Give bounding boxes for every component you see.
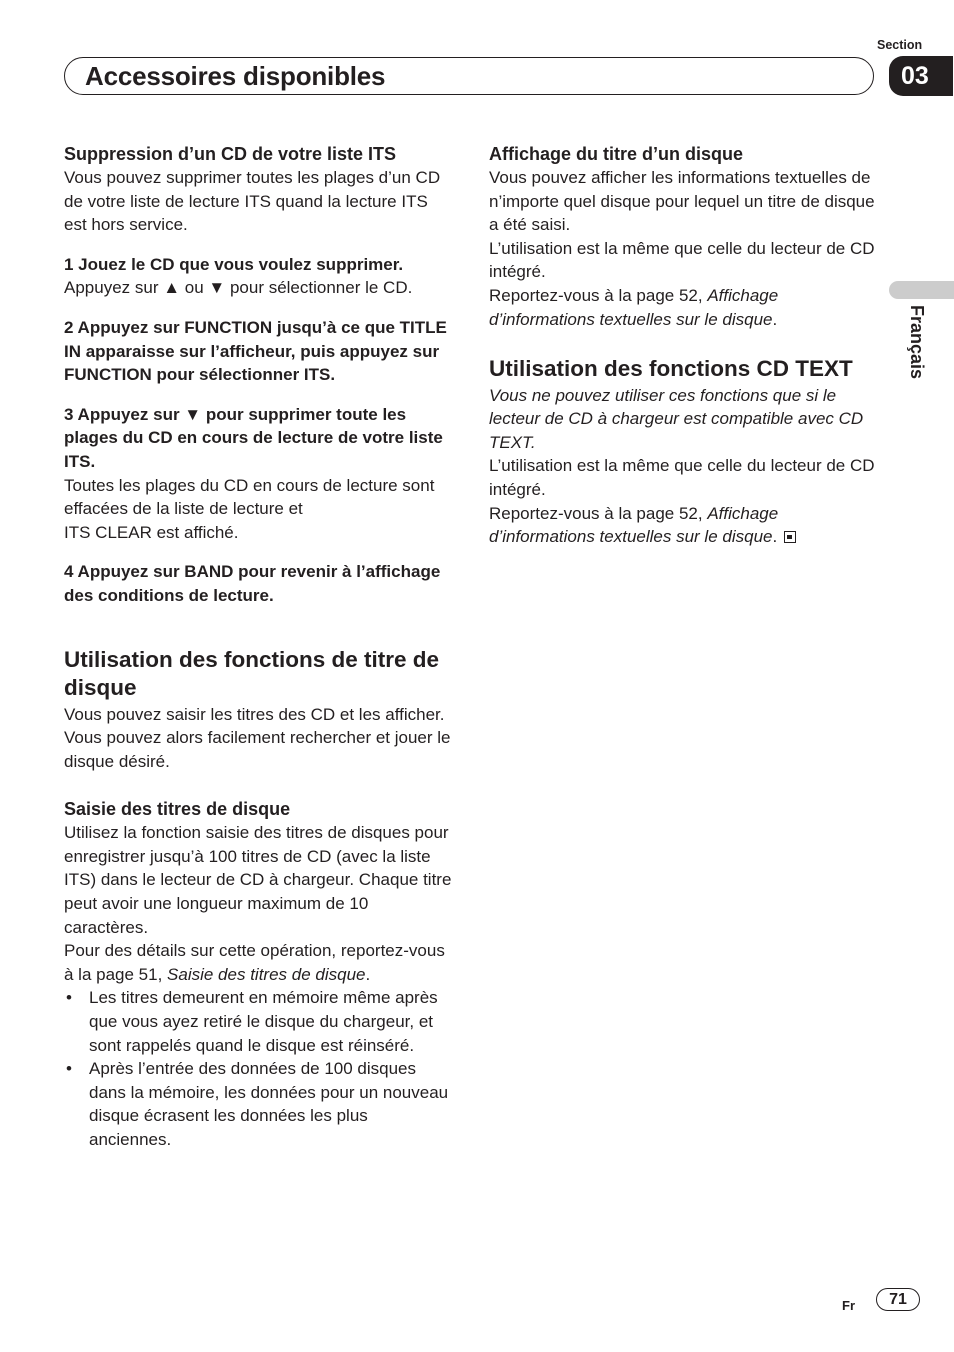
page-number: 71 (876, 1288, 920, 1311)
page-title: Accessoires disponibles (85, 61, 386, 91)
left-column (64, 142, 454, 1152)
step-2-title: 2 Appuyez sur FUNCTION jusqu’à ce que TITLE IN apparaisse sur l’afficheur, puis appuyez sur FUNCTION pour sélectionner ITS. (64, 317, 447, 385)
section-number-badge: 03 (889, 56, 953, 96)
paragraph-display-3 (489, 284, 879, 331)
language-tab-label: Français (907, 305, 927, 380)
entry-ref-text: Pour des détails sur cette opération, reportez-vous à la page 51, (64, 941, 445, 984)
heading-remove-cd: Suppression d’un CD de votre liste ITS (64, 144, 397, 164)
step-3-body-end: est affiché. (151, 522, 239, 542)
heading-display-title: Affichage du titre d’un disque (489, 144, 744, 164)
entry-ref-end: . (365, 964, 371, 984)
paragraph-cd-text-3 (489, 502, 879, 549)
end-of-section-icon (784, 531, 796, 543)
list-item: • Après l’entrée des données de 100 disques dans la mémoire, les données pour un nouveau disque écrasent les données les plus anciennes. (64, 1057, 454, 1151)
paragraph-title-functions: Vous pouvez saisir les titres des CD et les afficher. Vous pouvez alors facilement rechercher et jouer le disque désiré. (64, 704, 451, 771)
cd-text-note: Vous ne pouvez utiliser ces fonctions que si le lecteur de CD à chargeur est compatible avec CD TEXT. (489, 385, 864, 452)
step-1-body: Appuyez sur ▲ ou ▼ pour sélectionner le CD. (64, 278, 413, 298)
paragraph-remove-cd: Vous pouvez supprimer toutes les plages d’un CD de votre liste de lecture ITS quand la lecture ITS est hors service. (64, 168, 441, 235)
entry-ref-link: Saisie des titres de disque (167, 964, 366, 984)
heading-cd-text: Utilisation des fonctions CD TEXT (489, 356, 853, 382)
display-ref-end: . (772, 309, 778, 329)
display-ref-link: Affichage d’informations textuelles sur le disque (489, 285, 779, 329)
paragraph-title-entry-2 (64, 939, 454, 986)
right-column (489, 142, 879, 549)
language-tab-bar (889, 281, 954, 299)
cd-text-ref-link: Affichage d’informations textuelles sur le disque (489, 503, 779, 547)
its-clear-label: ITS CLEAR (64, 522, 152, 542)
footer-language-code: Fr (842, 1298, 855, 1313)
bullet-list (64, 986, 454, 1151)
step-3-body-text: Toutes les plages du CD en cours de lecture sont effacées de la liste de lecture et (64, 475, 435, 519)
cd-text-ref-end: . (772, 527, 778, 547)
step-3-title: 3 Appuyez sur ▼ pour supprimer toute les plages du CD en cours de lecture de votre liste ITS. (64, 404, 443, 471)
paragraph-cd-text-2: L’utilisation est la même que celle du lecteur de CD intégré. (489, 456, 875, 500)
section-label: Section (877, 38, 923, 52)
display-ref-text: Reportez-vous à la page 52, (489, 285, 708, 305)
paragraph-display-1: Vous pouvez afficher les informations textuelles de n’importe quel disque pour lequel un titre de disque a été saisi. (489, 168, 875, 235)
list-item: • Les titres demeurent en mémoire même après que vous ayez retiré le disque du chargeur, et sont rappelés quand le disque est réinséré. (64, 986, 454, 1057)
step-3-body (64, 474, 454, 545)
paragraph-display-2: L’utilisation est la même que celle du lecteur de CD intégré. (489, 238, 875, 282)
cd-text-ref-text: Reportez-vous à la page 52, (489, 503, 708, 523)
paragraph-title-entry-1: Utilisez la fonction saisie des titres de disques pour enregistrer jusqu’à 100 titres de CD (avec la liste ITS) dans le lecteur de CD à chargeur. Chaque titre peut avoir une longueur maximum de 10 caractères. (64, 823, 452, 937)
heading-title-entry: Saisie des titres de disque (64, 799, 291, 820)
header-title-frame (64, 57, 874, 95)
heading-title-functions: Utilisation des fonctions de titre de disque (64, 646, 440, 700)
paragraph-cd-text-note (489, 384, 879, 455)
step-1-title: 1 Jouez le CD que vous voulez supprimer. (64, 254, 404, 274)
step-4-title: 4 Appuyez sur BAND pour revenir à l’affichage des conditions de lecture. (64, 562, 441, 605)
